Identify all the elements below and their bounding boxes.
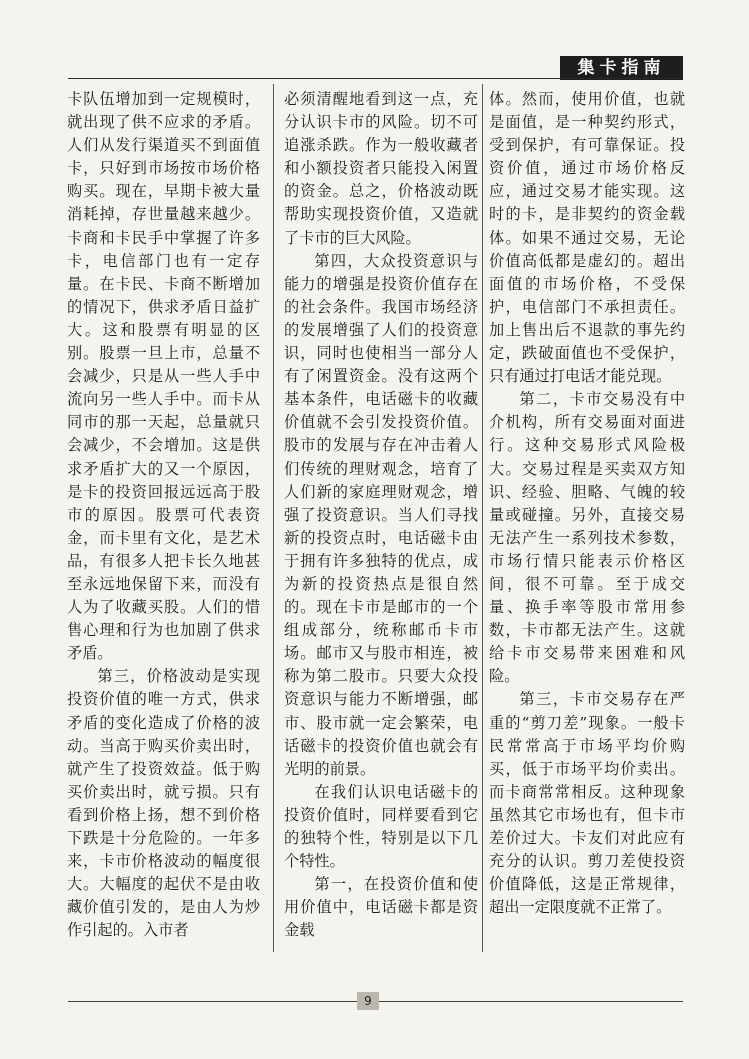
paragraph: 卡队伍增加到一定规模时，就出现了供不应求的矛盾。人们从发行渠道买不到面值卡，只好到市场按市场价格购买。现在，早期卡被大量消耗掉，存世量越来越少。卡商和卡民手中掌握了许多卡，电信部门也有一定存量。在卡民、卡商不断增加的情况下，供求矛盾日益扩大。这和股票有明显的区别。股票一旦上市，总量不会减少，只是从一些人手中流向另一些人手中。而卡从同市的那一天起，总量就只会减少，不会增加。这是供求矛盾扩大的又一个原因，是卡的投资回报远远高于股市的原因。股票可代表资金，而卡里有文化，是艺术品，有很多人把卡长久地甚至永远地保留下来，而没有人为了收藏买股。人们的惜售心理和行为也加剧了供求矛盾。	[67, 90, 260, 663]
paragraph: 第三，卡市交易存在严重的“剪刀差”现象。一般卡民常常高于市场平均价购买，低于市场平均价卖出。而卡商常常相反。这种现象虽然其它市场也有，但卡市差价过大。卡友们对此应有充分的认识。剪刀差使投资价值降低，这是正常规律，超出一定限度就不正常了。	[489, 690, 685, 917]
paragraph: 第四，大众投资意识与能力的增强是投资价值存在的社会条件。我国市场经济的发展增强了人们的投资意识，同时也使相当一部分人有了闲置资金。没有这两个基本条件，电话磁卡的收藏价值就不会引发投资价值。股市的发展与存在冲击着人们传统的理财观念，培育了人们新的家庭理财观念，增强了投资意识。当人们寻找新的投资点时，电话磁卡由于拥有许多独特的优点，成为新的投资热点是很自然的。现在卡市是邮市的一个组成部分，统称邮币卡市场。邮市又与股市相连，被称为第二股市。只要大众投资意识与能力不断增强，邮市、股市就一定会繁荣，电话磁卡的投资价值也就会有光明的前景。	[284, 251, 478, 778]
column-3	[489, 88, 685, 948]
page-number: 9	[357, 992, 379, 1010]
column-divider	[482, 84, 483, 952]
column-divider	[273, 84, 274, 952]
paragraph: 第二，卡市交易没有中介机构，所有交易面对面进行。这种交易形式风险极大。交易过程是买卖双方知识、经验、胆略、气魄的较量或碰撞。另外，直接交易无法产生一系列技术参数，市场行情只能表示价格区间，很不可靠。至于成交量、换手率等股市常用参数，卡市都无法产生。这就给卡市交易带来困难和风险。	[489, 390, 685, 686]
paragraph: 第三，价格波动是实现投资价值的唯一方式，供求矛盾的变化造成了价格的波动。当高于购买价卖出时，就产生了投资效益。低于购买价卖出时，就亏损。只有看到价格上扬，想不到价格下跌是十分危险的。一年多来，卡市价格波动的幅度很大。大幅度的起伏不是由收藏价值引发的，是由人为炒作引起的。入市者	[67, 667, 260, 940]
header-rule	[68, 78, 683, 79]
paragraph: 在我们认识电话磁卡的投资价值时，同样要看到它的独特个性，特别是以下几个特性。	[284, 782, 478, 871]
column-1	[67, 88, 260, 948]
paragraph: 必须清醒地看到这一点，充分认识卡市的风险。切不可追涨杀跌。作为一般收藏者和小额投资者只能投入闲置的资金。总之，价格波动既帮助实现投资价值，又造就了卡市的巨大风险。	[284, 90, 478, 247]
paragraph: 体。然而，使用价值，也就是面值，是一种契约形式，受到保护，有可靠保证。投资价值，通过市场价格反应，通过交易才能实现。这时的卡，是非契约的资金载体。如果不通过交易，无论价值高低都是虚幻的。超出面值的市场价格，不受保护，电信部门不承担责任。加上售出后不退款的事先约定，跌破面值也不受保护，只有通过打电话才能兑现。	[489, 90, 685, 386]
column-2	[284, 88, 478, 948]
paragraph: 第一，在投资价值和使用价值中，电话磁卡都是资金载	[284, 875, 478, 940]
section-tag: 集卡指南	[560, 56, 683, 80]
